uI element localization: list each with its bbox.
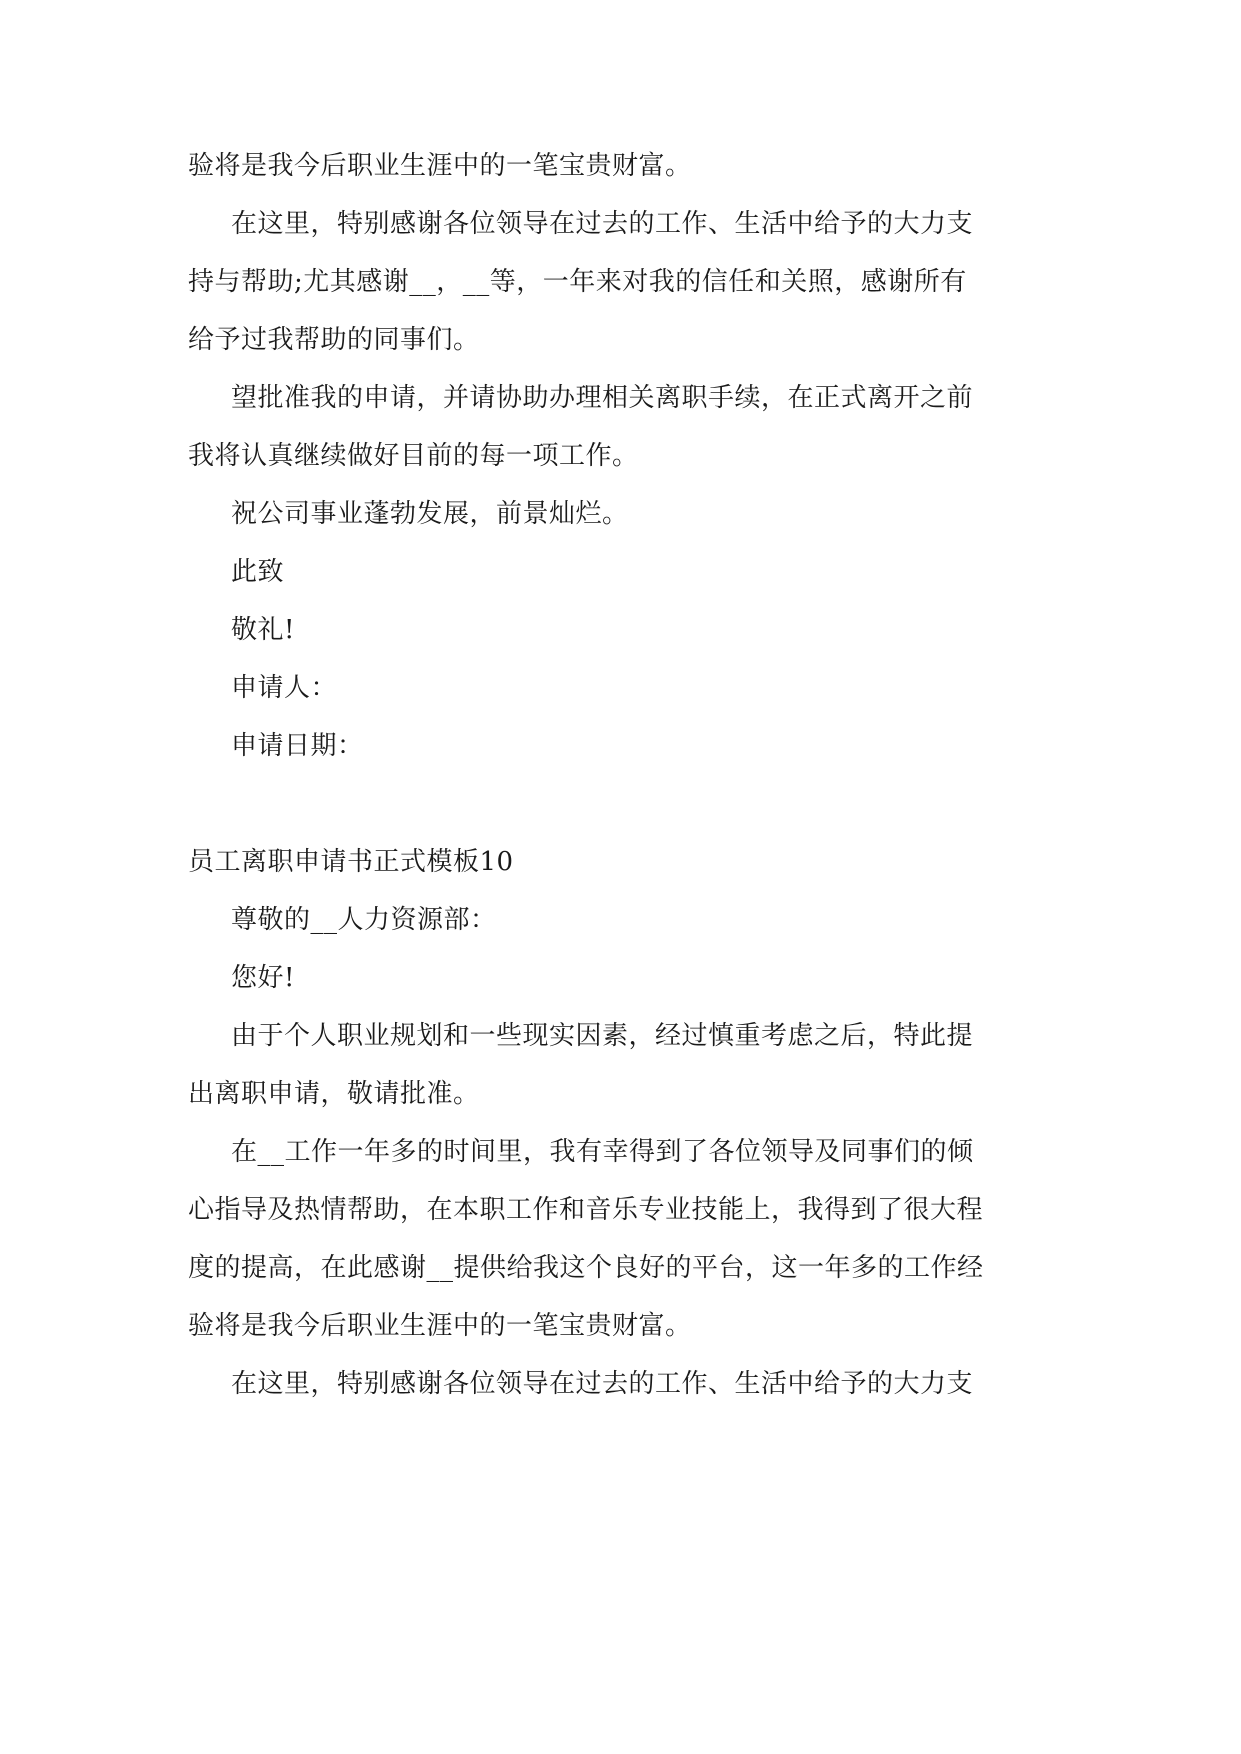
body-text-line: 望批准我的申请，并请协助办理相关离职手续，在正式离开之前 (231, 383, 974, 413)
body-text-line: 验将是我今后职业生涯中的一笔宝贵财富。 (188, 151, 692, 181)
body-text-line: 在这里，特别感谢各位领导在过去的工作、生活中给予的大力支 (231, 209, 974, 239)
body-text-line: 心指导及热情帮助，在本职工作和音乐专业技能上，我得到了很大程 (188, 1195, 984, 1225)
body-text-line: 在这里，特别感谢各位领导在过去的工作、生活中给予的大力支 (231, 1369, 974, 1399)
closing-line: 此致 (231, 557, 285, 587)
body-text-line: 持与帮助;尤其感谢__，__等，一年来对我的信任和关照，感谢所有 (188, 267, 967, 297)
body-text-line: 我将认真继续做好目前的每一项工作。 (188, 441, 639, 471)
body-text-line: 度的提高，在此感谢__提供给我这个良好的平台，这一年多的工作经 (188, 1253, 984, 1283)
applicant-label: 申请人： (231, 673, 338, 703)
closing-salute: 敬礼! (231, 615, 295, 645)
application-date-label: 申请日期： (231, 731, 364, 761)
greeting: 您好! (231, 963, 295, 993)
body-text-line: 给予过我帮助的同事们。 (188, 325, 480, 355)
section-title: 员工离职申请书正式模板10 (188, 847, 514, 877)
body-text-line: 出离职申请，敬请批准。 (188, 1079, 480, 1109)
salutation: 尊敬的__人力资源部： (231, 905, 497, 935)
body-text-line: 在__工作一年多的时间里，我有幸得到了各位领导及同事们的倾 (231, 1137, 974, 1167)
body-text-line: 由于个人职业规划和一些现实因素，经过慎重考虑之后，特此提 (231, 1021, 974, 1051)
body-text-line: 祝公司事业蓬勃发展，前景灿烂。 (231, 499, 629, 529)
body-text-line: 验将是我今后职业生涯中的一笔宝贵财富。 (188, 1311, 692, 1341)
